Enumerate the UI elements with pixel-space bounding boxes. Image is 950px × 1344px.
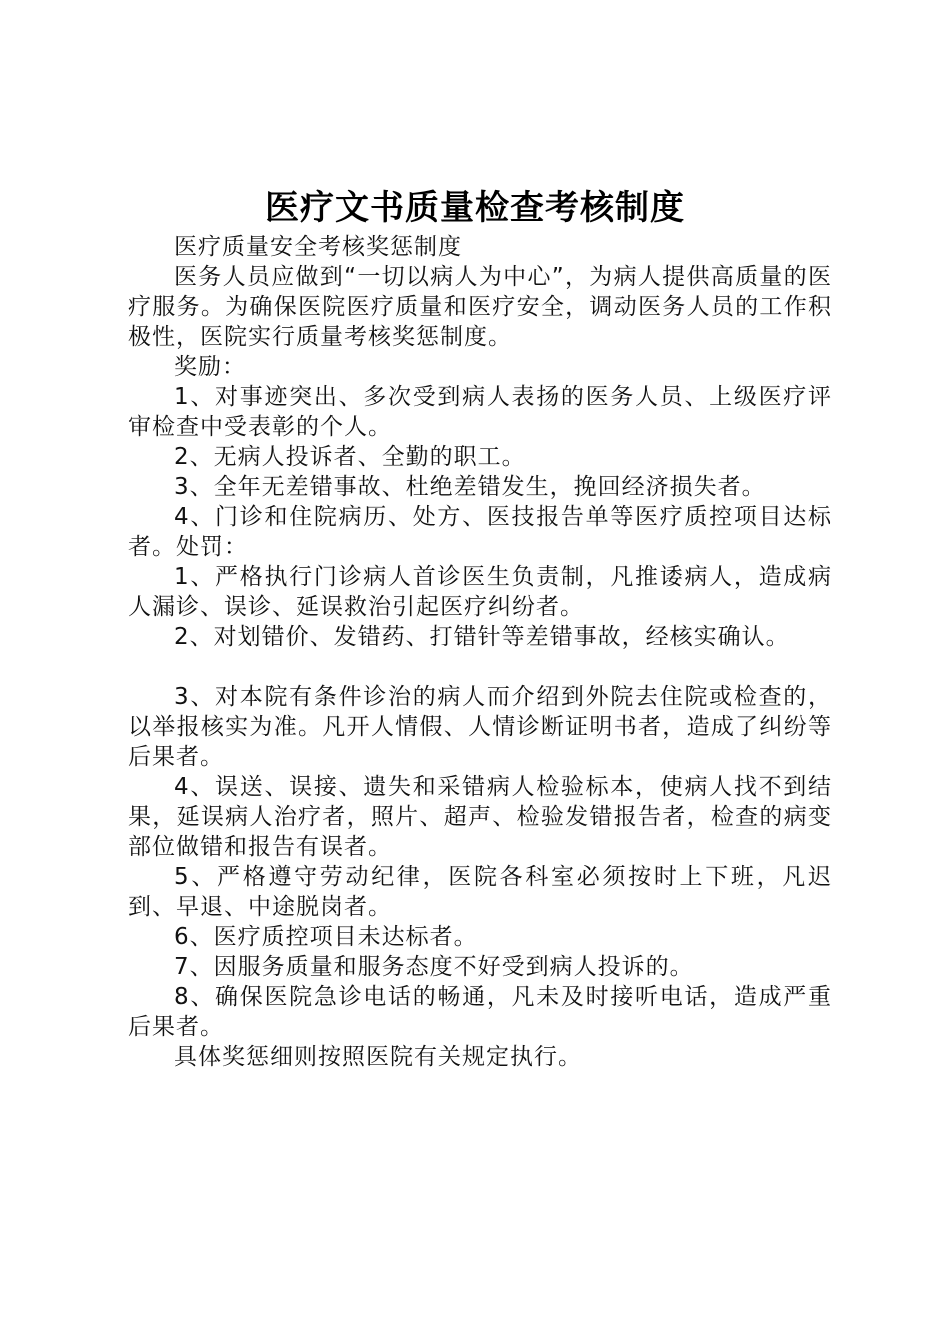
penalty-item-2: 2、对划错价、发错药、打错针等差错事故，经核实确认。 [174,624,790,650]
document-body [128,232,832,1072]
reward-item-2: 2、无病人投诉者、全勤的职工。 [174,444,526,470]
subtitle-paragraph: 医疗质量安全考核奖惩制度 [174,234,462,260]
closing-paragraph: 具体奖惩细则按照医院有关规定执行。 [174,1044,582,1070]
penalty-item-7: 7、因服务质量和服务态度不好受到病人投诉的。 [174,954,694,980]
penalty-item-6: 6、医疗质控项目未达标者。 [174,924,478,950]
reward-item-3: 3、全年无差错事故、杜绝差错发生，挽回经济损失者。 [174,474,766,500]
intro-paragraph: 医务人员应做到“一切以病人为中心”，为病人提供高质量的医疗服务。为确保医院医疗质量和医疗安全，调动医务人员的工作积极性，医院实行质量考核奖惩制度。 [128,264,832,350]
penalty-item-4: 4、误送、误接、遗失和采错病人检验标本，使病人找不到结果，延误病人治疗者，照片、超声、检验发错报告者，检查的病变部位做错和报告有误者。 [128,774,832,860]
penalty-item-5: 5、严格遵守劳动纪律，医院各科室必须按时上下班，凡迟到、早退、中途脱岗者。 [128,864,832,920]
document-title: 医疗文书质量检查考核制度 [265,188,685,228]
penalty-item-3: 3、对本院有条件诊治的病人而介绍到外院去住院或检查的，以举报核实为准。凡开人情假、人情诊断证明书者，造成了纠纷等后果者。 [128,684,832,770]
penalty-item-8: 8、确保医院急诊电话的畅通，凡未及时接听电话，造成严重后果者。 [128,984,832,1040]
reward-item-4: 4、门诊和住院病历、处方、医技报告单等医疗质控项目达标者。处罚： [128,504,832,560]
reward-item-1: 1、对事迹突出、多次受到病人表扬的医务人员、上级医疗评审检查中受表彰的个人。 [128,384,832,440]
penalty-item-1: 1、严格执行门诊病人首诊医生负责制，凡推诿病人，造成病人漏诊、误诊、延误救治引起医疗纠纷者。 [128,564,832,620]
rewards-heading: 奖励： [174,354,246,380]
